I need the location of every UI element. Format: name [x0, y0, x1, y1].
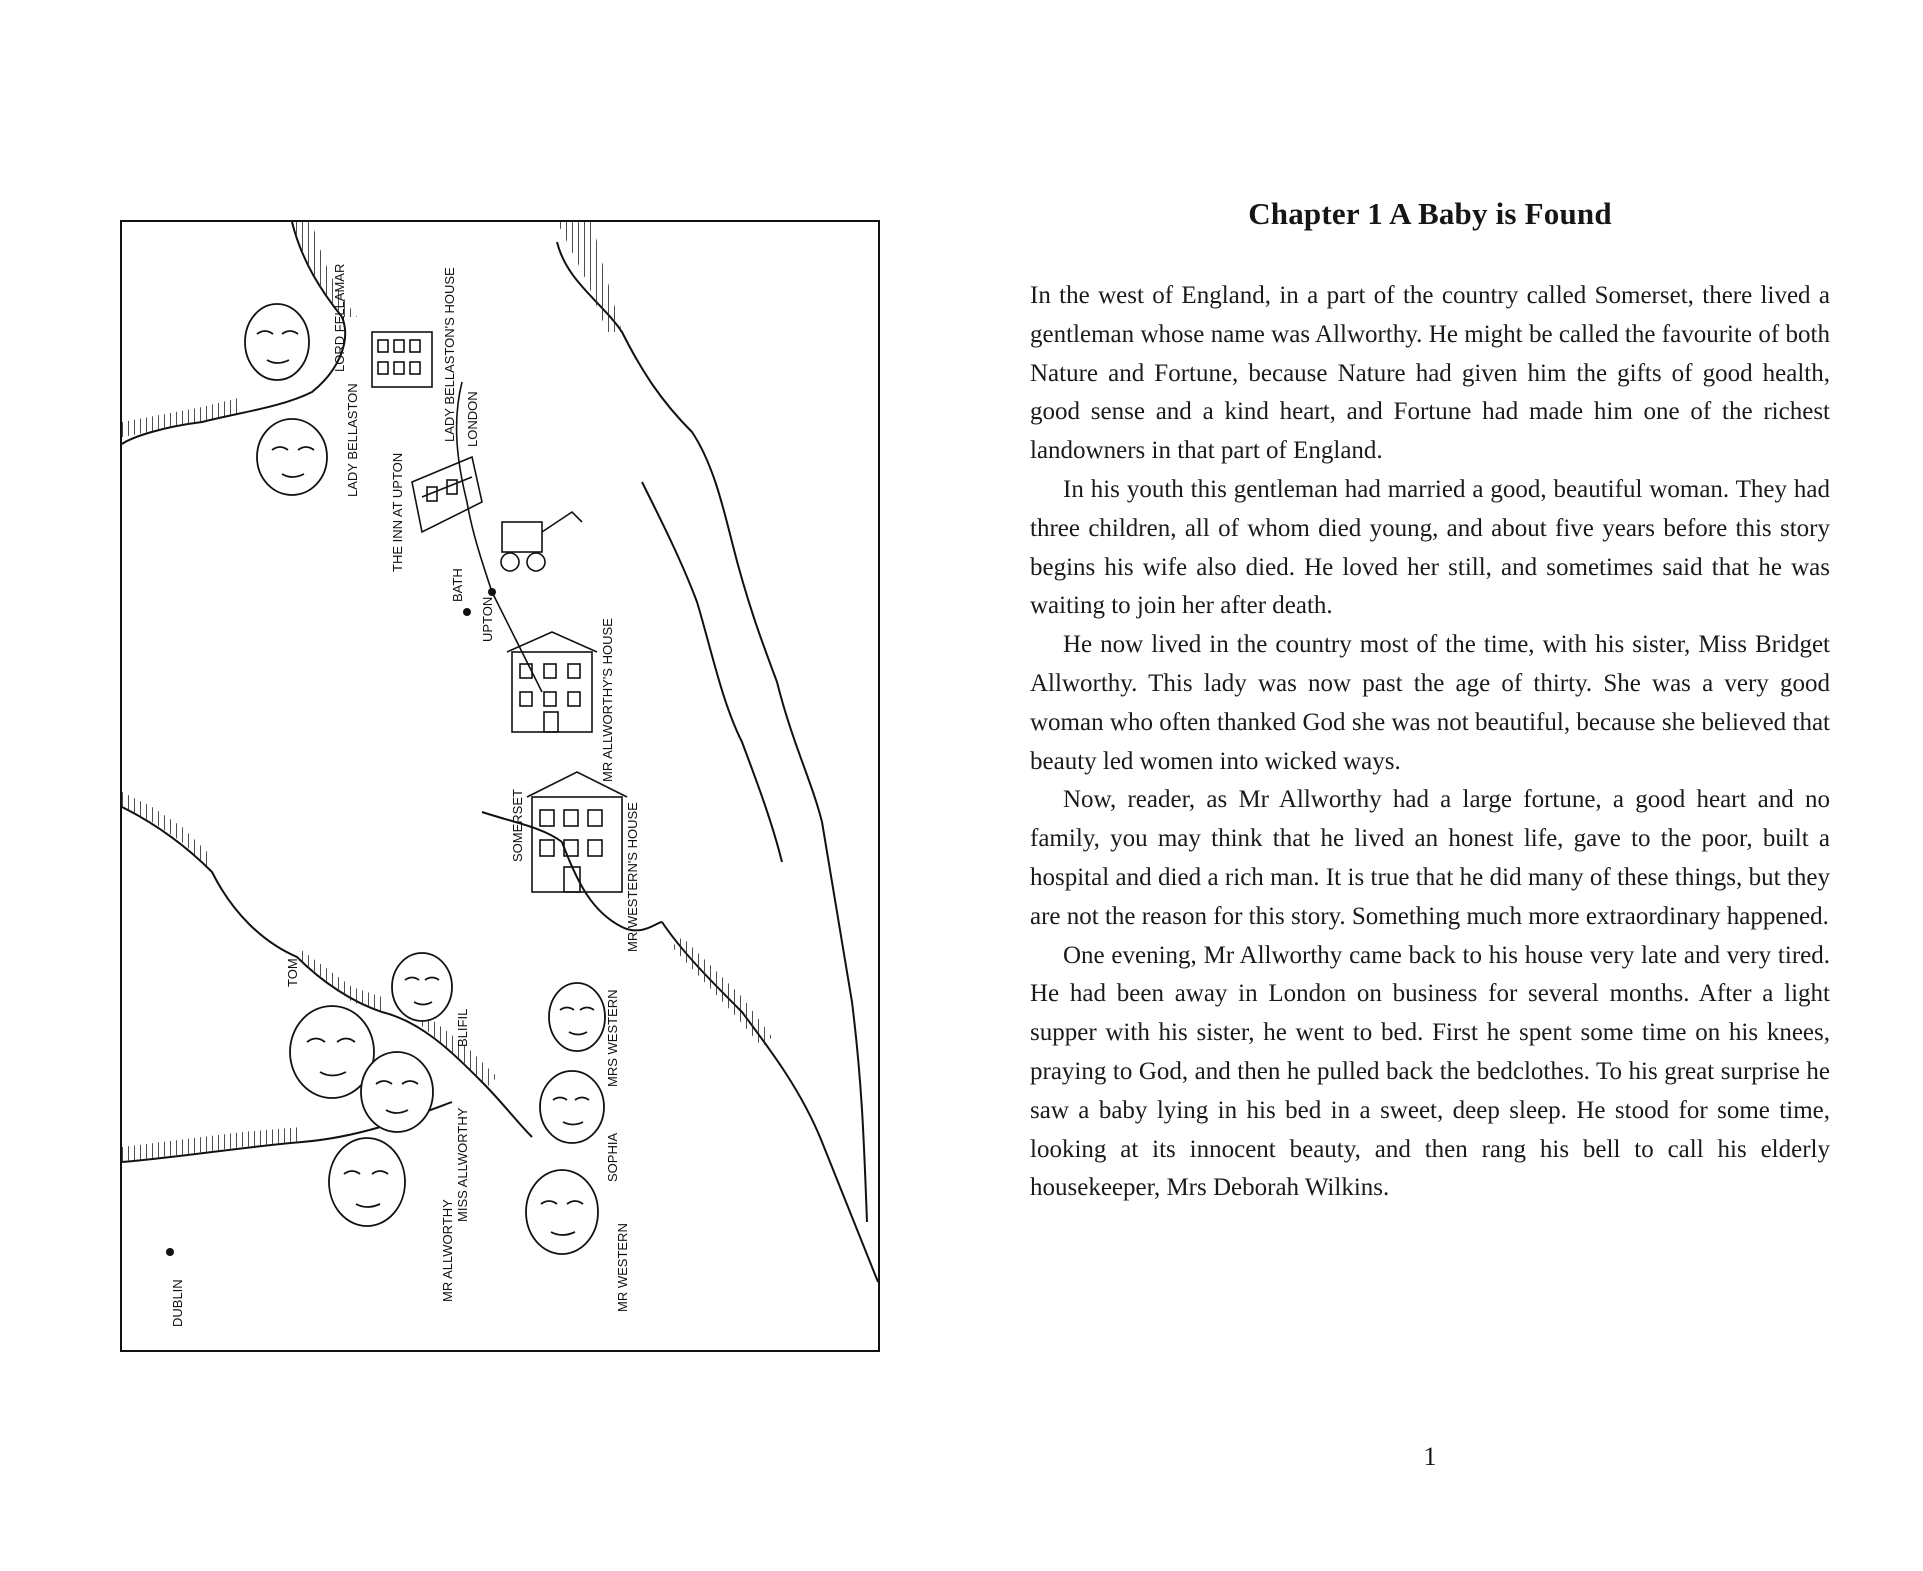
label-lady-bellastons-house: LADY BELLASTON'S HOUSE [442, 267, 457, 442]
upton-dot [488, 588, 496, 596]
mr-allworthy-portrait [329, 1138, 405, 1226]
paragraph: He now lived in the country most of the time, with his sister, Miss Bridget Allworthy. This lady was now past the age of thirty. She was a very good woman who often thanked God she was not beautiful, because she believed that beauty led women into wicked ways. [1030, 631, 1830, 775]
label-lord-fellamar: LORD FELLAMAR [332, 263, 347, 372]
label-mrs-western: MRS WESTERN [605, 989, 620, 1087]
bath-dot [463, 608, 471, 616]
dublin-dot [166, 1248, 174, 1256]
mrs-western-portrait [549, 983, 605, 1051]
paragraph: One evening, Mr Allworthy came back to his house very late and very tired. He had been away in London on business for several months. After a light supper with his sister, he went to bed. First he spent some time on his knees, praying to God, and then he pulled back the bedclothes. To his great surprise he saw a baby lying in his bed in a sweet, deep sleep. He stood for some time, looking at its innocent beauty, and then rang his bell to call his elderly housekeeper, Mrs Deborah Wilkins. [1030, 941, 1830, 1202]
label-london: LONDON [465, 391, 480, 447]
blifil-portrait [392, 953, 452, 1021]
paragraph: Now, reader, as Mr Allworthy had a large fortune, a good heart and no family, you may think that he lived an honest life, gave to the poor, built a hospital and died a rich man. It is true that he did many of these things, but they are not the reason for this story. Something much more extraordinary happened. [1030, 786, 1830, 930]
house-icons [372, 332, 627, 892]
label-dublin: DUBLIN [170, 1279, 185, 1327]
miss-allworthy-portrait [361, 1052, 433, 1132]
chapter-body [1030, 277, 1830, 1208]
page-number: 1 [1423, 1442, 1437, 1471]
map-illustration [120, 220, 880, 1352]
label-sophia: SOPHIA [605, 1132, 620, 1182]
label-inn-at-upton: THE INN AT UPTON [390, 452, 405, 572]
lord-fellamar-portrait [245, 304, 309, 380]
paragraph: In the west of England, in a part of the country called Somerset, there lived a gentleman whose name was Allworthy. He might be called the favourite of both Nature and Fortune, because Nature had given him the gifts of good health, good sense and a kind heart, and Fortune had made him one of the richest landowners in that part of England. [1030, 282, 1830, 465]
label-mr-westerns-house: MR WESTERN'S HOUSE [625, 802, 640, 952]
lady-bellaston-portrait [257, 419, 327, 495]
map-drawing [122, 222, 878, 1350]
coastline [122, 222, 878, 1282]
label-somerset: SOMERSET [510, 789, 525, 862]
label-mr-western: MR WESTERN [615, 1223, 630, 1312]
coach-icon [501, 512, 582, 571]
sophia-portrait [540, 1071, 604, 1143]
label-blifil: BLIFIL [455, 1008, 470, 1047]
paragraph: In his youth this gentleman had married a good, beautiful woman. They had three children, all of whom died young, and about five years before this story begins his wife also died. He loved her still, and sometimes said that he was waiting to join her after death. [1030, 475, 1830, 620]
route-line-south [492, 592, 542, 692]
mr-western-portrait [526, 1170, 598, 1254]
label-lady-bellaston: LADY BELLASTON [345, 383, 360, 497]
lady-bellastons-house-icon [372, 332, 432, 387]
label-upton: UPTON [480, 596, 495, 642]
label-bath: BATH [450, 568, 465, 602]
character-portraits [245, 304, 605, 1254]
label-tom: TOM [285, 958, 300, 987]
label-mr-allworthy: MR ALLWORTHY [440, 1199, 455, 1302]
chapter-title: Chapter 1 A Baby is Found [1248, 196, 1612, 231]
mr-allworthys-house-icon [507, 632, 597, 732]
label-miss-allworthy: MISS ALLWORTHY [455, 1107, 470, 1222]
label-mr-allworthys-house: MR ALLWORTHY'S HOUSE [600, 618, 615, 782]
